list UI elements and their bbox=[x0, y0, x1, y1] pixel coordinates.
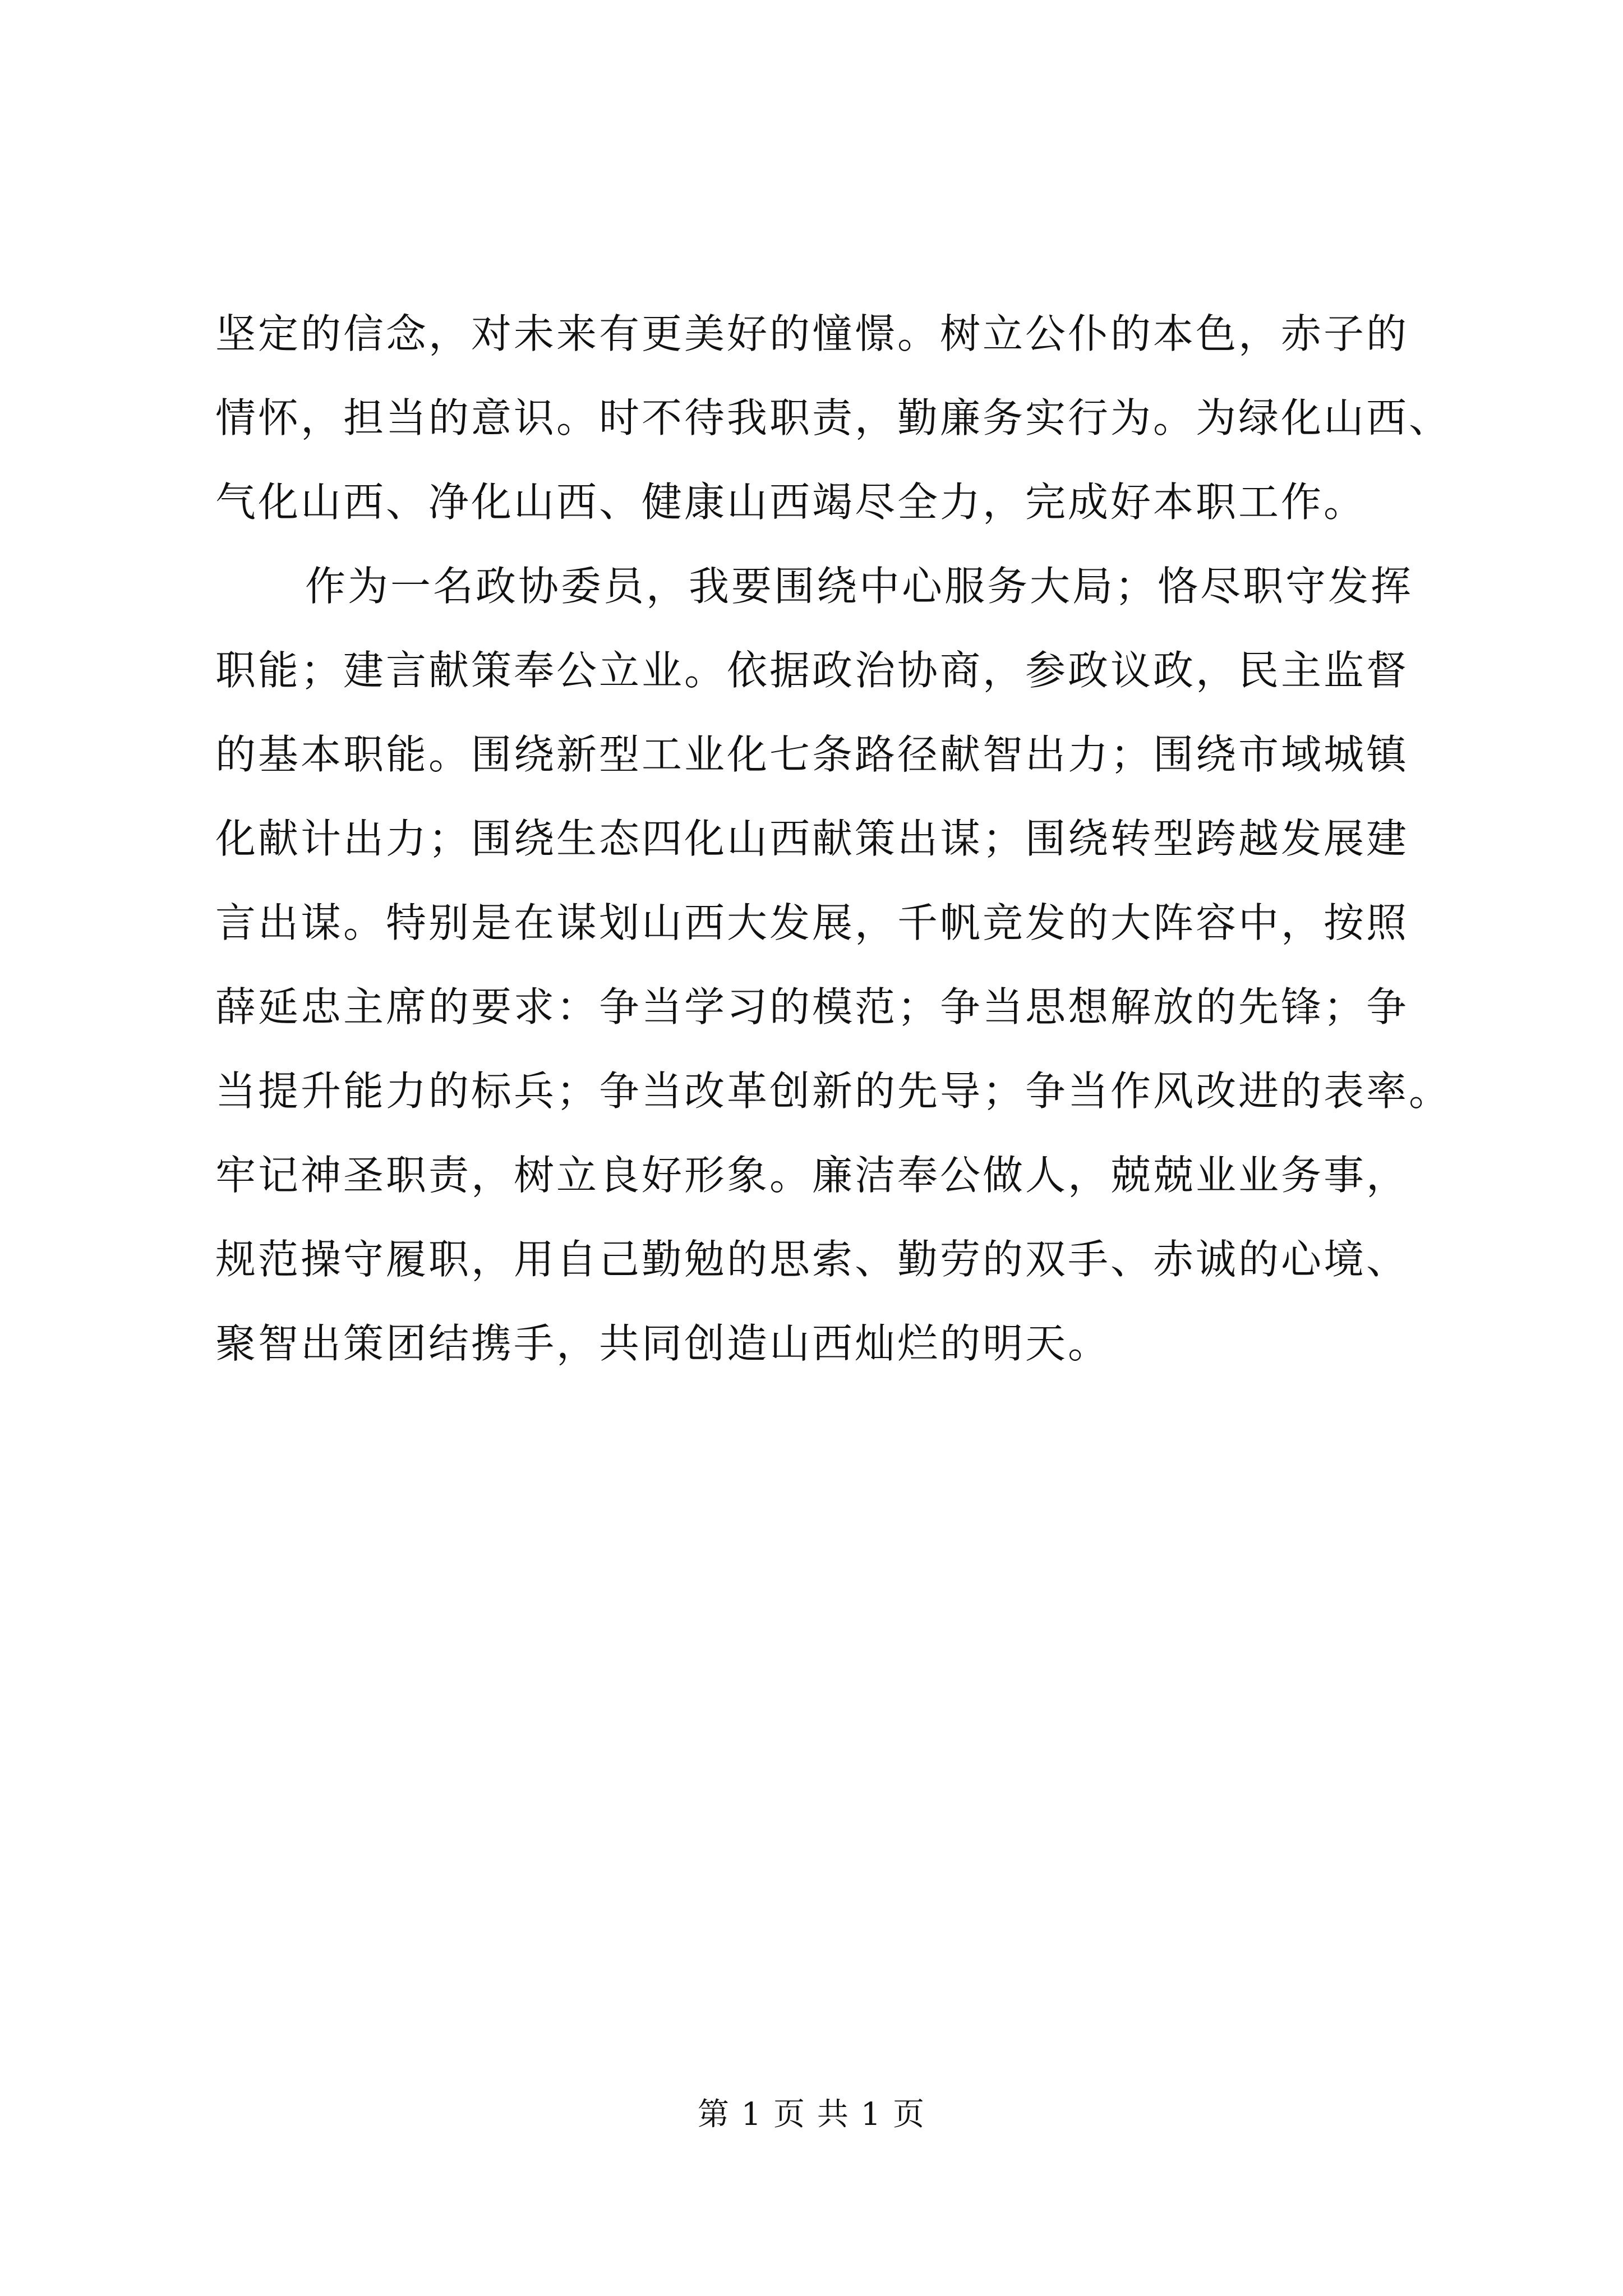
paragraph-2-line-1: 作为一名政协委员，我要围绕中心服务大局；恪尽职守发挥 bbox=[305, 563, 1414, 610]
paragraph-2-line-5: 言出谋。特别是在谋划山西大发展，千帆竞发的大阵容中，按照 bbox=[215, 899, 1409, 946]
document-body bbox=[215, 292, 1472, 1386]
paragraph-2-line-6: 薛延忠主席的要求：争当学习的模范；争当思想解放的先锋；争 bbox=[215, 983, 1409, 1030]
paragraph-2-line-2: 职能；建言献策奉公立业。依据政治协商，参政议政，民主监督 bbox=[215, 647, 1409, 694]
paragraph-2-line-9: 规范操守履职，用自己勤勉的思索、勤劳的双手、赤诚的心境、 bbox=[215, 1236, 1409, 1283]
paragraph-2 bbox=[215, 544, 1472, 1386]
paragraph-1-line-2: 情怀，担当的意识。时不待我职责，勤廉务实行为。为绿化山西、 bbox=[215, 394, 1452, 441]
paragraph-2-line-4: 化献计出力；围绕生态四化山西献策出谋；围绕转型跨越发展建 bbox=[215, 815, 1409, 862]
paragraph-1 bbox=[215, 292, 1472, 544]
paragraph-2-line-8: 牢记神圣职责，树立良好形象。廉洁奉公做人，兢兢业业务事， bbox=[215, 1152, 1409, 1199]
paragraph-1-line-1: 坚定的信念，对未来有更美好的憧憬。树立公仆的本色，赤子的 bbox=[215, 310, 1409, 357]
page-footer bbox=[0, 2095, 1623, 2134]
paragraph-1-line-3: 气化山西、净化山西、健康山西竭尽全力，完成好本职工作。 bbox=[215, 478, 1367, 526]
page-number-indicator: 第 1 页 共 1 页 bbox=[697, 2096, 926, 2133]
paragraph-2-line-10: 聚智出策团结携手，共同创造山西灿烂的明天。 bbox=[215, 1320, 1111, 1367]
paragraph-2-line-3: 的基本职能。围绕新型工业化七条路径献智出力；围绕市域城镇 bbox=[215, 731, 1409, 778]
paragraph-2-line-7: 当提升能力的标兵；争当改革创新的先导；争当作风改进的表率。 bbox=[215, 1068, 1452, 1115]
